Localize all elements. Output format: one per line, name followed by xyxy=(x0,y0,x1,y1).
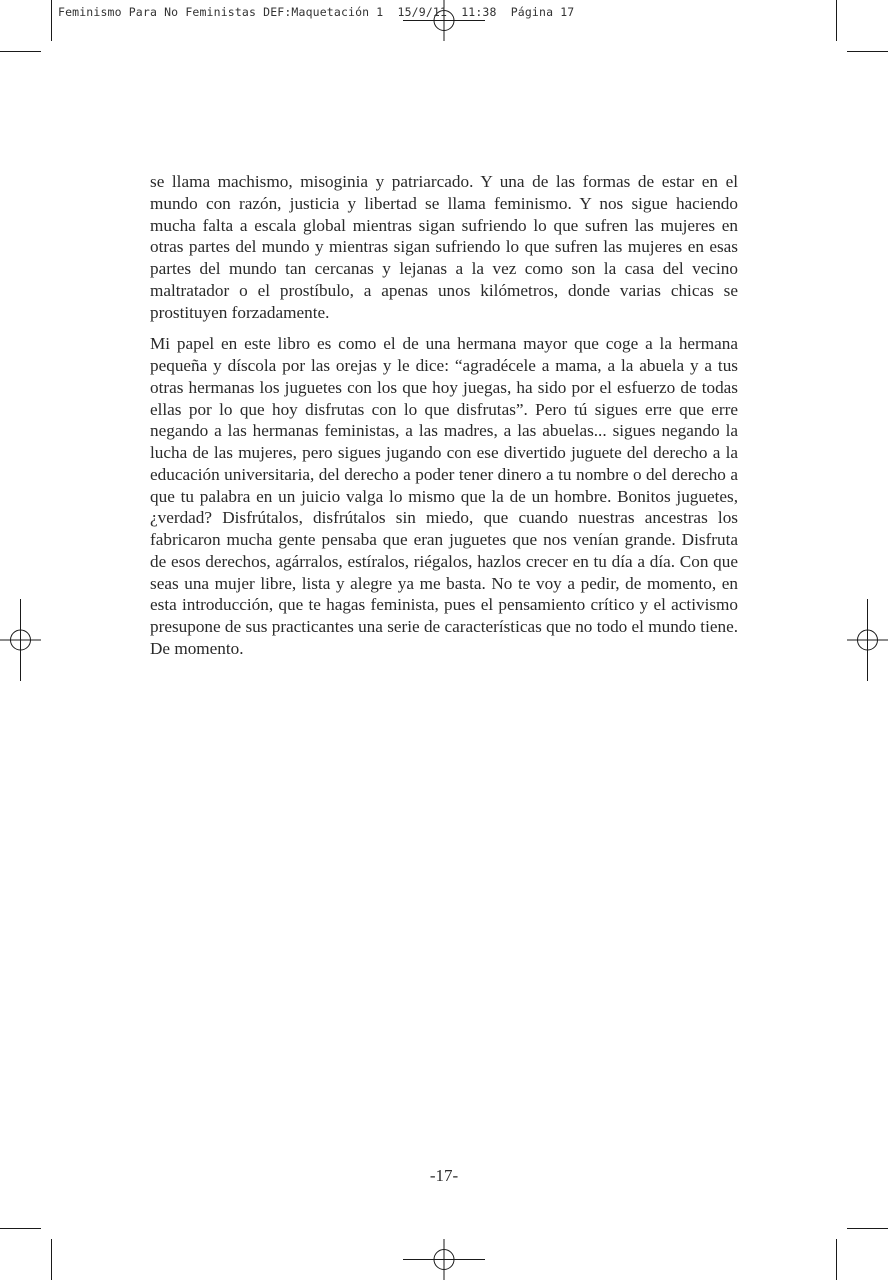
paragraph: se llama machismo, misoginia y patriarcado. Y una de las formas de estar en el mundo con razón, justicia y libertad se llama feminismo. Y nos sigue haciendo mucha falta a escala global mientras sigan sufriendo lo que sufren las mujeres en otras partes del mundo y mientras sigan sufriendo lo que sufren las mujeres en esas partes del mundo tan cercanas y lejanas a la vez como son la casa del vecino maltratador o el prostíbulo, a apenas unos kilómetros, donde varias chicas se prostituyen forzadamente. xyxy=(150,172,738,322)
print-slug-line: Feminismo Para No Feministas DEF:Maquetación 1 15/9/11 11:38 Página 17 xyxy=(58,5,575,19)
page-body-text xyxy=(150,171,738,670)
page-number: -17- xyxy=(429,1166,459,1185)
registration-mark-bottom xyxy=(403,1239,485,1280)
paragraph: Mi papel en este libro es como el de una hermana mayor que coge a la hermana pequeña y díscola por las orejas y le dice: “agradécele a mama, a la abuela y a tus otras hermanas los juguetes con los que hoy juegas, ha sido por el esfuerzo de todas ellas por lo que hoy disfrutas con lo que disfrutas”. Pero tú sigues erre que erre negando a las hermanas feministas, a las madres, a las abuelas... sigues negando la lucha de las mujeres, pero sigues jugando con ese divertido juguete del derecho a la educación universitaria, del derecho a poder tener dinero a tu nombre o del derecho a que tu palabra en un juicio valga lo mismo que la de un hombre. Bonitos juguetes, ¿verdad? Disfrútalos, disfrútalos sin miedo, que cuando nuestras ancestras los fabricaron mucha gente pensaba que eran juguetes que nos venían grande. Disfruta de esos derechos, agárralos, estíralos, riégalos, hazlos crecer en tu día a día. Con que seas una mujer libre, lista y alegre ya me basta. No te voy a pedir, de momento, en esta introducción, que te hagas feminista, pues el pensamiento crítico y el activismo presupone de sus practicantes una serie de características que no todo el mundo tiene. De momento. xyxy=(150,334,738,658)
registration-mark-left xyxy=(0,599,41,681)
registration-mark-right xyxy=(847,599,888,681)
